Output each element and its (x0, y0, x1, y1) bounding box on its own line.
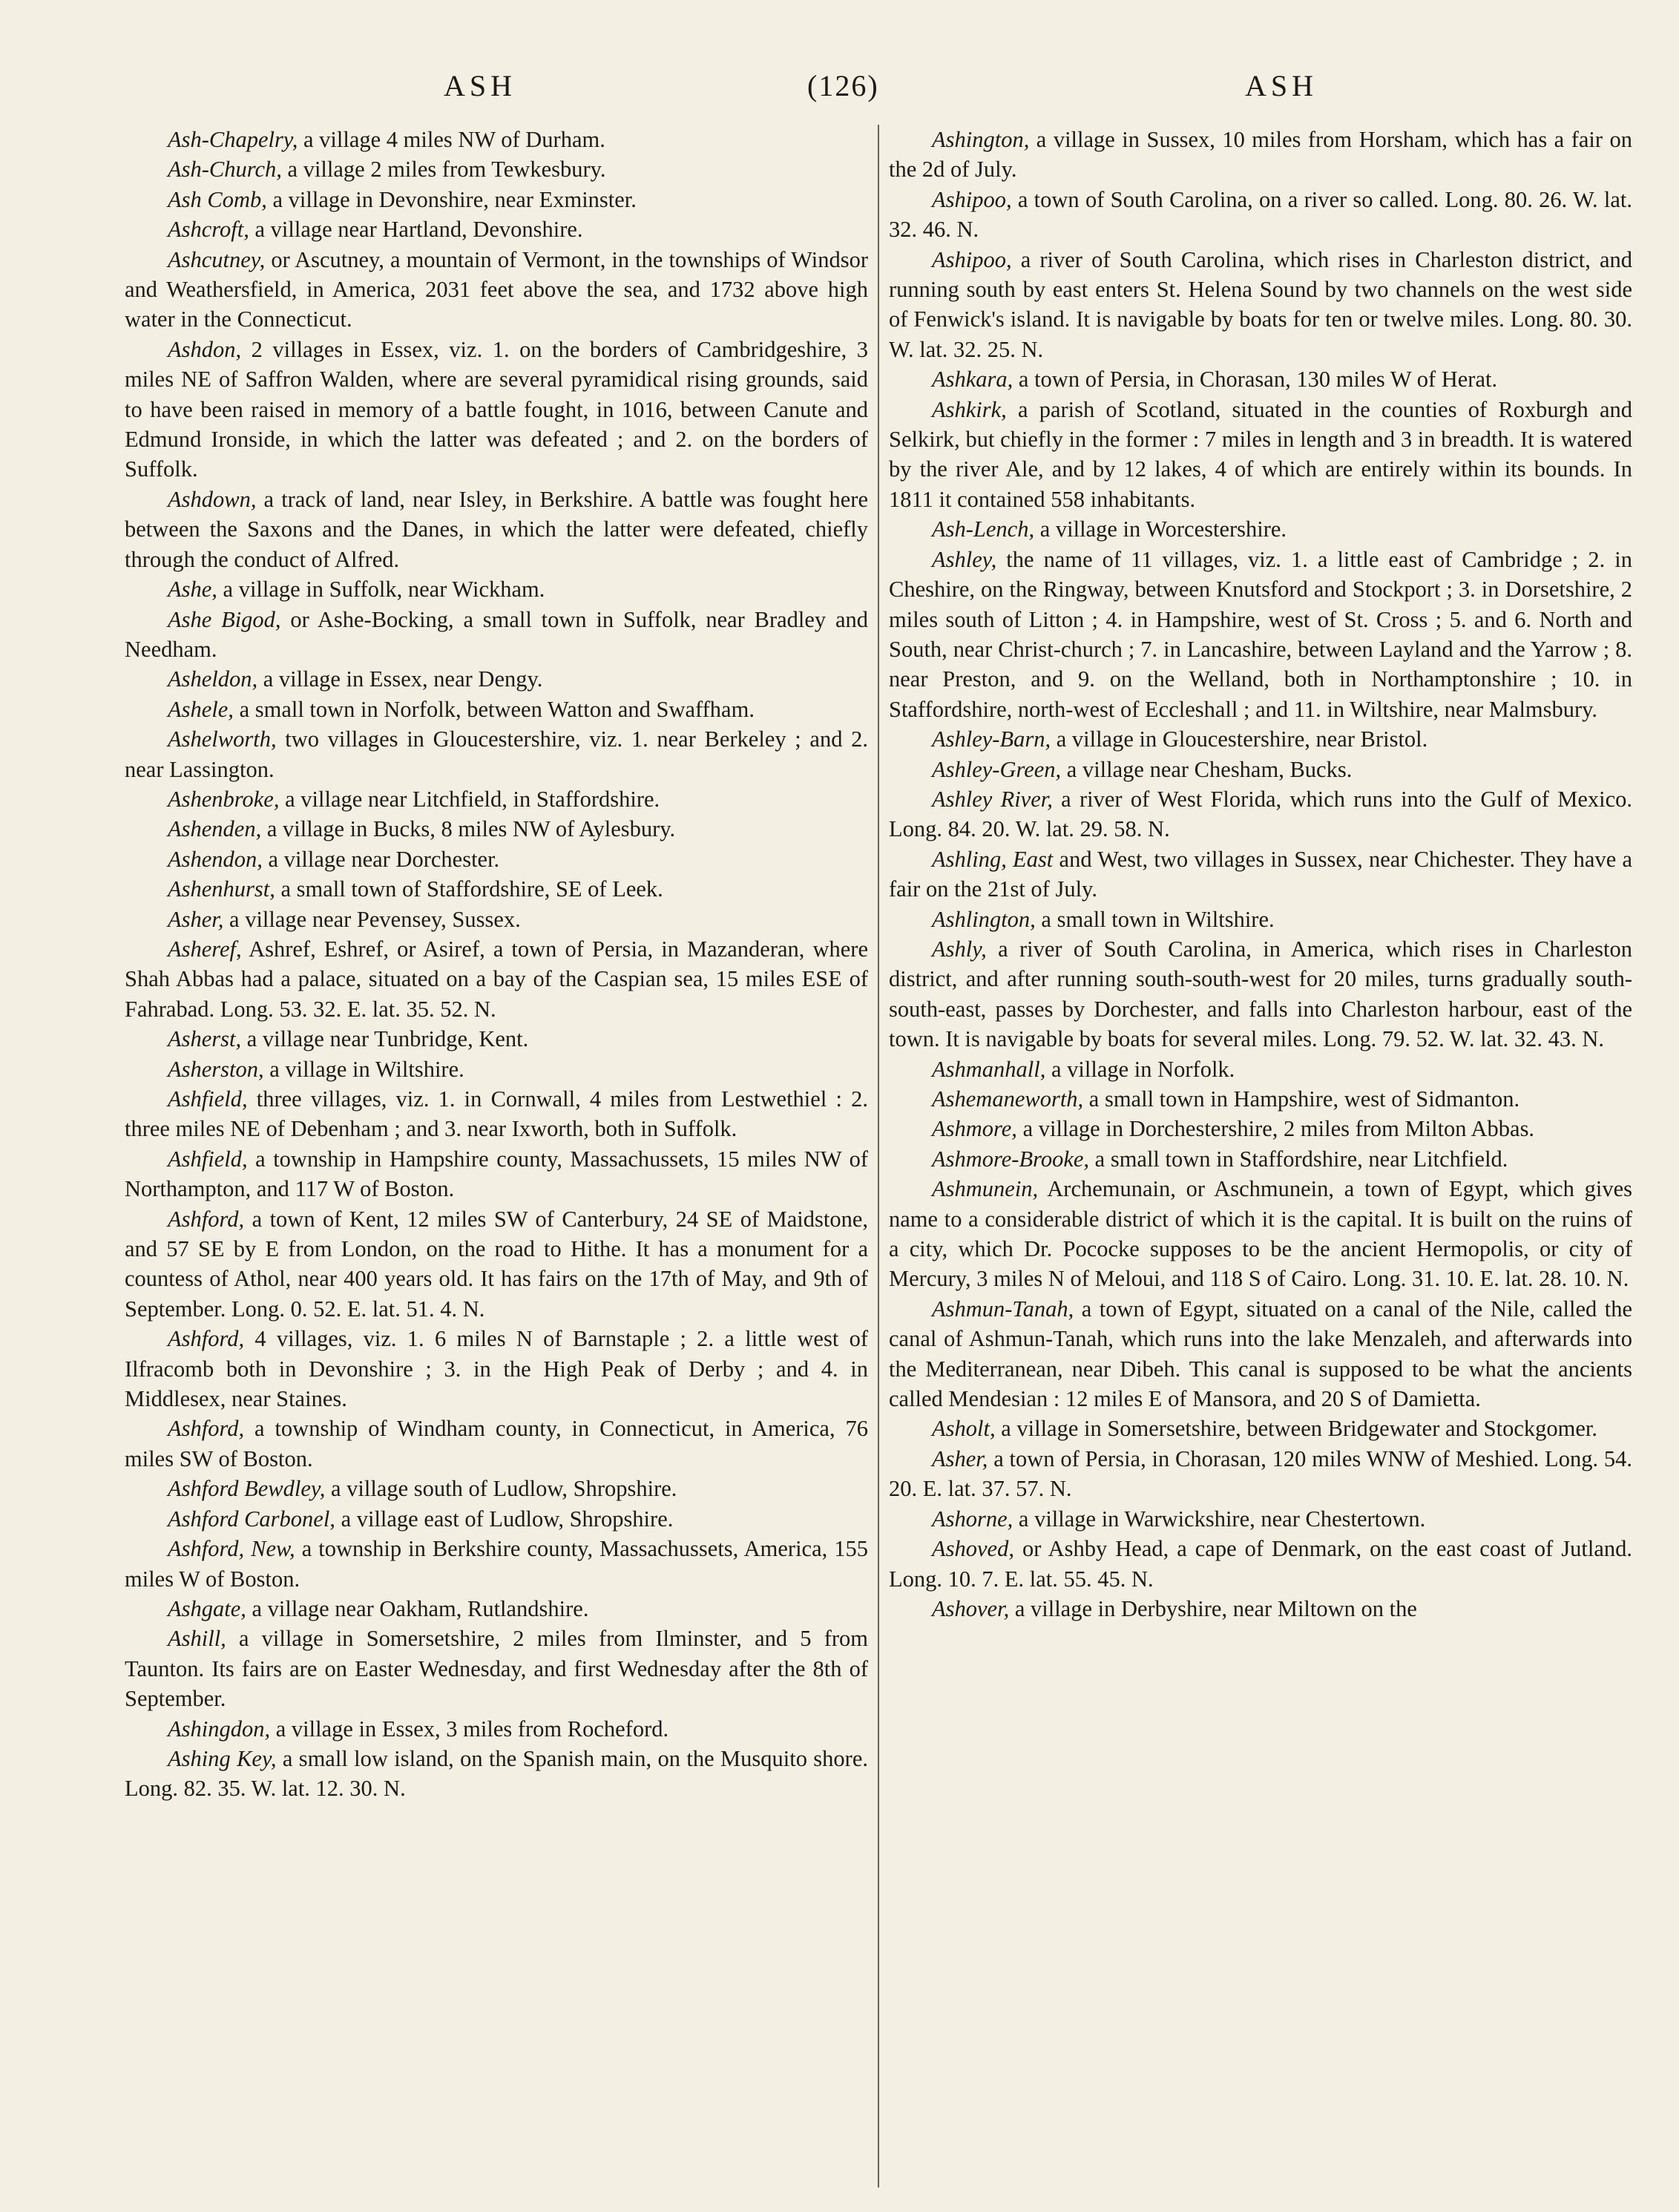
entry-headword: Ashipoo, (932, 186, 1012, 212)
gazetteer-entry (125, 1084, 868, 1144)
entry-headword: Ashing Key, (168, 1745, 277, 1771)
gazetteer-entry (125, 905, 868, 934)
entry-headword: Ashemaneworth, (932, 1086, 1084, 1112)
gazetteer-entry (889, 1594, 1632, 1624)
entry-text: a town of Persia, in Chorasan, 130 miles W of Herat. (1013, 367, 1498, 393)
entry-headword: Ashcutney, (168, 246, 266, 272)
entry-headword: Ashmore, (932, 1116, 1017, 1142)
entry-headword: Ash-Lench, (932, 516, 1035, 542)
gazetteer-entry (125, 1714, 868, 1744)
entry-text: a small town in Hampshire, west of Sidmanton. (1083, 1086, 1520, 1112)
entry-text: a river of South Carolina, which rises in Charleston district, and running south by east enters St. Helena Sound by two channels on the west side of Fenwick's island. It is navigable by boats for ten or twelve miles. Long. 80. 30. W. lat. 32. 25. N. (889, 246, 1632, 362)
entry-headword: Ashmun-Tanah, (932, 1296, 1074, 1322)
entry-text: a town of South Carolina, on a river so called. Long. 80. 26. W. lat. 32. 46. N. (889, 186, 1632, 243)
entry-headword: Ashover, (932, 1595, 1010, 1621)
gazetteer-entry (889, 755, 1632, 784)
gazetteer-entry (125, 1414, 868, 1474)
gazetteer-entry (889, 1114, 1632, 1143)
gazetteer-entry (125, 695, 868, 724)
entry-text: a village near Hartland, Devonshire. (249, 217, 583, 243)
gazetteer-entry (125, 1474, 868, 1503)
entry-headword: Ashill, (168, 1626, 226, 1652)
entry-text: a village in Warwickshire, near Chestertown. (1013, 1506, 1426, 1532)
entry-text: Ashref, Eshref, or Asiref, a town of Persia, in Mazanderan, where Shah Abbas had a palace, situated on a bay of the Caspian sea, 15 miles ESE of Fahrabad. Long. 53. 32. E. lat. 35. 52. N. (125, 936, 868, 1022)
gazetteer-entry (125, 1594, 868, 1624)
entry-text: a village in Bucks, 8 miles NW of Aylesbury. (261, 816, 676, 842)
gazetteer-entry (125, 1204, 868, 1325)
gazetteer-entry (125, 1054, 868, 1084)
entry-headword: Ashley-Green, (932, 756, 1062, 782)
entry-text: a village 2 miles from Tewkesbury. (281, 157, 606, 183)
running-header (125, 68, 1549, 113)
entry-text: 4 villages, viz. 1. 6 miles N of Barnstaple ; 2. a little west of Ilfracomb both in Devonshire ; 3. in the High Peak of Derby ; and 4. in Middlesex, near Staines. (125, 1326, 868, 1412)
gazetteer-entry (889, 1084, 1632, 1114)
entry-headword: Ashipoo, (932, 246, 1012, 272)
entry-text: a township in Hampshire county, Massachussets, 15 miles NW of Northampton, and 117 W of Boston. (125, 1146, 868, 1202)
entry-text: a village in Devonshire, near Exminster. (266, 186, 637, 212)
gazetteer-entry (125, 485, 868, 574)
entry-text: a small low island, on the Spanish main, on the Musquito shore. Long. 82. 35. W. lat. 12. 30. N. (125, 1745, 868, 1802)
entry-text: a township of Windham county, in Connecticut, in America, 76 miles SW of Boston. (125, 1416, 868, 1471)
gazetteer-entry (889, 905, 1632, 934)
entry-text: or Ashe-Bocking, a small town in Suffolk, near Bradley and Needham. (125, 606, 868, 662)
entry-headword: Ashelworth, (168, 726, 277, 752)
gazetteer-entry (125, 1624, 868, 1713)
entry-headword: Ashford, (168, 1206, 245, 1232)
entry-text: 2 villages in Essex, viz. 1. on the borders of Cambridgeshire, 3 miles NE of Saffron Walden, where are several pyramidical rising grounds, said to have been raised in memory of a battle fought, in 1016, between Canute and Edmund Ironside, in which the latter was defeated ; and 2. on the borders of Suffolk. (125, 336, 868, 482)
page-number: (126) (807, 69, 879, 102)
entry-headword: Ashford Carbonel, (168, 1506, 335, 1532)
entry-text: a village in Norfolk. (1045, 1056, 1235, 1082)
entry-headword: Asheldon, (168, 666, 258, 692)
gazetteer-entry (889, 1174, 1632, 1294)
entry-headword: Asher, (168, 906, 224, 932)
gazetteer-entry (125, 1504, 868, 1534)
gazetteer-entry (889, 1444, 1632, 1504)
entry-headword: Ashenbroke, (168, 786, 280, 812)
entry-text: a village in Derbyshire, near Miltown on the (1009, 1595, 1417, 1621)
entry-text: and West, two villages in Sussex, near Chichester. They have a fair on the 21st of July. (889, 846, 1633, 902)
gazetteer-entry (125, 844, 868, 874)
entry-text: a village 4 miles NW of Durham. (298, 127, 605, 152)
entry-text: a village in Gloucestershire, near Bristol. (1051, 726, 1428, 752)
gazetteer-entry (125, 1144, 868, 1204)
entry-headword: Ashkirk, (932, 396, 1007, 422)
entry-headword: Ashdon, (168, 336, 242, 362)
entry-text: a village east of Ludlow, Shropshire. (335, 1506, 674, 1532)
entry-headword: Ashlington, (932, 906, 1036, 932)
gazetteer-entry (889, 185, 1632, 245)
gazetteer-entry (889, 395, 1632, 515)
gazetteer-entry (889, 1054, 1632, 1084)
entry-headword: Ashfield, (168, 1146, 248, 1172)
entry-text: Archemunain, or Aschmunein, a town of Egypt, which gives name to a considerable district of which it is the capital. It is built on the ruins of a city, which Dr. Pococke supposes to be the ancient Hermopolis, or city of Mercury, 3 miles N of Meloui, and 118 S of Cairo. Long. 31. 10. E. lat. 28. 10. N. (889, 1176, 1632, 1292)
entry-headword: Ash-Church, (168, 157, 282, 183)
gazetteer-entry (889, 1534, 1632, 1594)
gazetteer-entry (889, 1414, 1632, 1443)
entry-text: or Ascutney, a mountain of Vermont, in the townships of Windsor and Weathersfield, in America, 2031 feet above the sea, and 1732 above high water in the Connecticut. (125, 246, 868, 332)
entry-headword: Ashford, (168, 1416, 245, 1442)
entry-text: a village in Wiltshire. (263, 1056, 464, 1082)
entry-text: a village near Dorchester. (262, 846, 500, 872)
gazetteer-entry (889, 545, 1632, 724)
entry-text: a small town of Staffordshire, SE of Leek. (275, 876, 663, 902)
header-left: ASH (444, 69, 517, 102)
entry-text: a village near Oakham, Rutlandshire. (246, 1595, 589, 1621)
entry-text: three villages, viz. 1. in Cornwall, 4 miles from Lestwethiel : 2. three miles NE of Debenham ; and 3. near Ixworth, both in Suffolk. (125, 1086, 868, 1142)
entry-text: a village near Chesham, Bucks. (1061, 756, 1353, 782)
entry-text: a town of Persia, in Chorasan, 120 miles WNW of Meshied. Long. 54. 20. E. lat. 37. 57. N. (889, 1445, 1632, 1502)
entry-headword: Ashmunein, (932, 1176, 1039, 1202)
entry-text: a small town in Norfolk, between Watton and Swaffham. (233, 696, 755, 722)
entry-text: a town of Egypt, situated on a canal of the Nile, called the canal of Ashmun-Tanah, which runs into the lake Menzaleh, and afterwards into the Mediterranean, near Dibeh. This canal is supposed to be what the ancients called Mendesian : 12 miles E of Mansora, and 20 S of Damietta. (889, 1296, 1632, 1412)
entry-text: a village in Sussex, 10 miles from Horsham, which has a fair on the 2d of July. (889, 127, 1632, 183)
entry-headword: Ashoved, (932, 1536, 1014, 1562)
entry-text: a village in Dorchestershire, 2 miles from Milton Abbas. (1016, 1116, 1535, 1142)
gazetteer-entry (889, 784, 1632, 844)
gazetteer-entry (125, 874, 868, 904)
gazetteer-entry (125, 214, 868, 244)
entry-headword: Ashenhurst, (168, 876, 275, 902)
entry-headword: Ashorne, (932, 1506, 1013, 1532)
entry-text: a village near Pevensey, Sussex. (223, 906, 521, 932)
entry-headword: Ashingdon, (168, 1716, 271, 1742)
entry-text: a town of Kent, 12 miles SW of Canterbury, 24 SE of Maidstone, and 57 SE by E from London, on the road to Hithe. It has a monument for a countess of Athol, near 400 years old. It has fairs on the 17th of May, and 9th of September. Long. 0. 52. E. lat. 51. 4. N. (125, 1206, 868, 1322)
entry-text: a river of South Carolina, in America, which rises in Charleston district, and after running south-south-west for 20 miles, turns gradually south-south-east, passes by Dorchester, and falls into Charleston harbour, east of the town. It is navigable by boats for several miles. Long. 79. 52. W. lat. 32. 43. N. (889, 936, 1632, 1052)
entry-headword: Ashele, (168, 696, 234, 722)
entry-text: a river of West Florida, which runs into the Gulf of Mexico. Long. 84. 20. W. lat. 29. 58. N. (889, 786, 1632, 842)
gazetteer-entry (889, 245, 1632, 365)
entry-text: a village in Suffolk, near Wickham. (217, 577, 545, 603)
right-column (889, 125, 1632, 1624)
entry-headword: Ashenden, (168, 816, 262, 842)
gazetteer-entry (125, 1744, 868, 1804)
gazetteer-entry (125, 605, 868, 665)
column-rule (878, 125, 879, 2188)
entry-headword: Ashley-Barn, (932, 726, 1051, 752)
gazetteer-entry (889, 514, 1632, 544)
entry-headword: Asherst, (168, 1026, 242, 1052)
entry-headword: Ashley, (932, 546, 997, 572)
entry-headword: Ashington, (932, 127, 1030, 152)
gazetteer-entry (125, 335, 868, 485)
entry-headword: Ashley River, (932, 786, 1053, 812)
header-right: ASH (1245, 69, 1318, 102)
entry-headword: Ashmore-Brooke, (932, 1146, 1090, 1172)
gazetteer-entry (125, 784, 868, 814)
gazetteer-entry (889, 724, 1632, 754)
entry-headword: Ashfield, (168, 1086, 248, 1112)
entry-text: a village near Tunbridge, Kent. (241, 1026, 529, 1052)
entry-headword: Asholt, (932, 1416, 996, 1442)
gazetteer-entry (889, 1504, 1632, 1534)
entry-headword: Ash-Chapelry, (168, 127, 298, 152)
entry-headword: Ashcroft, (168, 217, 249, 243)
entry-text: a track of land, near Isley, in Berkshire. A battle was fought here between the Saxons and the Danes, in which the latter were defeated, chiefly through the conduct of Alfred. (125, 486, 868, 572)
entry-text: a parish of Scotland, situated in the counties of Roxburgh and Selkirk, but chiefly in the former : 7 miles in length and 3 in breadth. It is watered by the river Ale, and by 12 lakes, 4 of which are entirely within its bounds. In 1811 it contained 558 inhabitants. (889, 396, 1632, 512)
gazetteer-entry (125, 1024, 868, 1054)
gazetteer-entry (125, 664, 868, 694)
entry-text: a village in Somersetshire, 2 miles from Ilminster, and 5 from Taunton. Its fairs are on Easter Wednesday, and first Wednesday after the 8th of September. (125, 1626, 868, 1712)
entry-text: the name of 11 villages, viz. 1. a little east of Cambridge ; 2. in Cheshire, on the Ringway, between Knutsford and Stockport ; 3. in Dorsetshire, 2 miles south of Litton ; 4. in Hampshire, west of St. Cross ; 5. and 6. North and South, near Christ-church ; 7. in Lancashire, between Layland and the Yarrow ; 8. near Preston, and 9. on the Welland, both in Northamptonshire ; 10. in Staffordshire, north-west of Eccleshall ; and 11. in Wiltshire, near Malmsbury. (889, 546, 1632, 722)
entry-headword: Ashling, East (932, 846, 1054, 872)
gazetteer-entry (125, 245, 868, 335)
entry-headword: Ashkara, (932, 367, 1013, 393)
gazetteer-entry (889, 1294, 1632, 1414)
entry-headword: Ash Comb, (168, 186, 267, 212)
gazetteer-entry (125, 1534, 868, 1594)
entry-headword: Asherston, (168, 1056, 264, 1082)
entry-headword: Ashford Bewdley, (168, 1476, 326, 1502)
gazetteer-entry (889, 125, 1632, 185)
entry-text: a village in Worcestershire. (1034, 516, 1287, 542)
entry-headword: Ashford, New, (168, 1536, 295, 1562)
entry-headword: Asher, (932, 1445, 988, 1471)
entry-text: or Ashby Head, a cape of Denmark, on the east coast of Jutland. Long. 10. 7. E. lat. 55. 45. N. (889, 1536, 1632, 1592)
entry-text: a village in Essex, 3 miles from Rocheford. (270, 1716, 669, 1742)
entry-headword: Ashgate, (168, 1595, 246, 1621)
entry-headword: Ashly, (932, 936, 987, 962)
entry-text: a small town in Wiltshire. (1035, 906, 1275, 932)
gazetteer-entry (125, 1324, 868, 1414)
gazetteer-entry (125, 154, 868, 184)
entry-text: a village in Essex, near Dengy. (257, 666, 543, 692)
entry-text: a township in Berkshire county, Massachussets, America, 155 miles W of Boston. (125, 1536, 869, 1592)
left-column (125, 125, 868, 1804)
entry-text: a small town in Staffordshire, near Litchfield. (1089, 1146, 1508, 1172)
gazetteer-entry (125, 125, 868, 154)
gazetteer-entry (125, 724, 868, 784)
gazetteer-entry (889, 844, 1632, 905)
entry-text: a village near Litchfield, in Staffordshire. (279, 786, 660, 812)
gazetteer-entry (889, 934, 1632, 1054)
entry-headword: Ashford, (168, 1326, 245, 1352)
gazetteer-entry (125, 185, 868, 214)
entry-text: two villages in Gloucestershire, viz. 1. near Berkeley ; and 2. near Lassington. (125, 726, 868, 782)
gazetteer-entry (889, 1144, 1632, 1174)
entry-headword: Ashendon, (168, 846, 263, 872)
entry-headword: Ashmanhall, (932, 1056, 1046, 1082)
entry-headword: Ashe, (168, 577, 217, 603)
entry-text: a village south of Ludlow, Shropshire. (325, 1476, 677, 1502)
entry-headword: Ashdown, (168, 486, 257, 512)
entry-text: a village in Somersetshire, between Bridgewater and Stockgomer. (995, 1416, 1597, 1442)
gazetteer-entry (125, 574, 868, 604)
gazetteer-entry (889, 364, 1632, 394)
gazetteer-entry (125, 814, 868, 844)
entry-headword: Asheref, (168, 936, 242, 962)
entry-headword: Ashe Bigod, (168, 606, 281, 632)
gazetteer-entry (125, 934, 868, 1024)
